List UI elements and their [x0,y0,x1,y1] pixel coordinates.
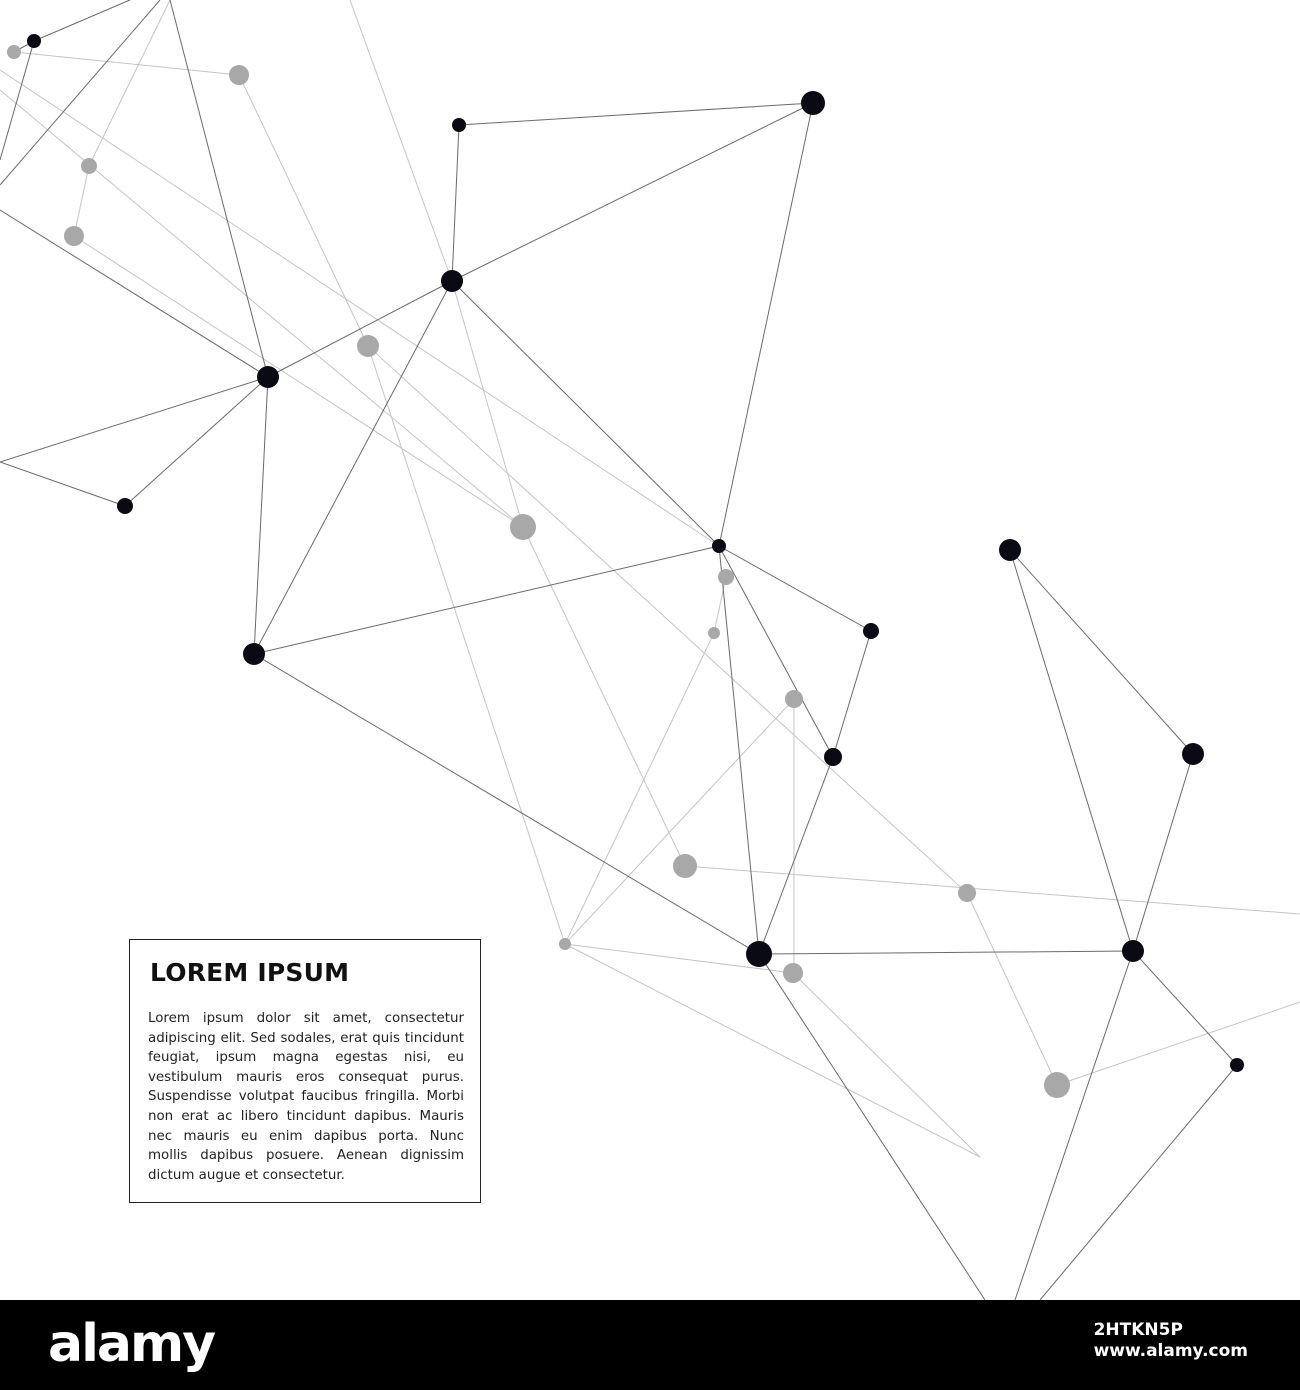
light-node [708,627,720,639]
light-node [7,45,21,59]
light-node [958,884,976,902]
light-node [81,158,97,174]
light-node [559,938,571,950]
dark-node [1230,1058,1244,1072]
text-card [129,939,481,1203]
dark-nodes [27,34,1244,1072]
dark-node [27,34,41,48]
light-node [229,65,249,85]
watermark-footer [0,1300,1300,1390]
dark-node [746,941,772,967]
light-node [673,854,697,878]
light-node [1044,1072,1070,1098]
dark-node [117,498,133,514]
light-node [785,690,803,708]
dark-node [257,366,279,388]
card-body: Lorem ipsum dolor sit amet, consectetur adipiscing elit. Sed sodales, erat quis tincidunt feugiat, ipsum magna egestas nisi, eu vestibulum mauris eros consequat purus. Suspendisse volutpat faucibus fringilla. Morbi non erat ac libero tincidunt dapibus. Mauris nec mauris eu enim dapibus porta. Nunc mollis dapibus posuere. Aenean dignissim dictum augue et consectetur. [148,1011,464,1183]
light-node [510,514,536,540]
light-node [718,569,734,585]
light-node [357,335,379,357]
dark-node [1122,940,1144,962]
dark-node [441,270,463,292]
dark-node [801,91,825,115]
dark-node [1182,743,1204,765]
stock-info [1094,1320,1248,1362]
dark-node [863,623,879,639]
light-node [64,226,84,246]
alamy-logo: alamy [48,1314,215,1374]
dark-node [999,539,1021,561]
dark-node [712,539,726,553]
site-url: www.alamy.com [1093,1341,1248,1361]
image-id: 2HTKN5P [1093,1320,1183,1340]
dark-node [243,643,265,665]
dark-node [452,118,466,132]
dark-node [824,748,842,766]
card-title: LOREM IPSUM [150,958,350,987]
light-node [783,963,803,983]
